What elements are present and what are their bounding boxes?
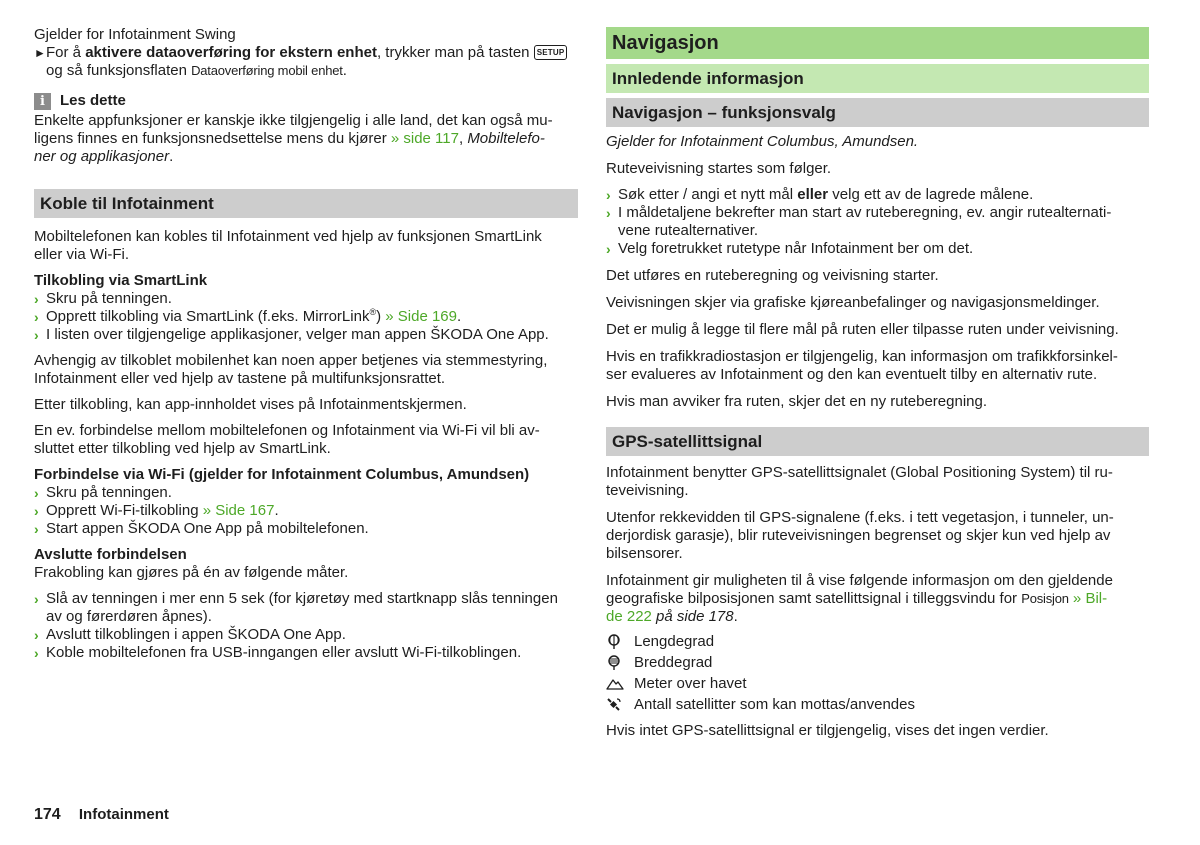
paragraph: Hvis man avviker fra ruten, skjer det en ny ruteberegning.: [606, 393, 988, 410]
paragraph: geografiske bilposisjonen samt satellittsignal i tilleggsvindu for Posisjon » Bil-: [606, 590, 1108, 607]
list-item: › Slå av tenningen i mer enn 5 sek (for kjøretøy med startknapp slås tenningen: [34, 590, 558, 607]
symbol-row: Antall satellitter som kan mottas/anvendes: [606, 696, 1149, 714]
paragraph: Det er mulig å legge til flere mål på ruten eller tilpasse ruten under veivisning.: [606, 321, 1119, 338]
paragraph: sluttet etter tilkobling ved hjelp av SmartLink.: [34, 440, 331, 457]
smartlink-heading: Tilkobling via SmartLink: [34, 272, 208, 289]
figure-link[interactable]: de 222: [606, 608, 652, 625]
paragraph: En ev. forbindelse mellom mobiltelefonen og Infotainment via Wi-Fi vil bli av-: [34, 422, 540, 439]
function-button-label: Posisjon: [1021, 591, 1069, 606]
symbol-row: Lengdegrad: [606, 633, 1149, 651]
list-item: › Skru på tenningen.: [34, 290, 172, 307]
chevron-icon: ›: [606, 205, 611, 221]
paragraph: ser evalueres av Infotainment og den kan eventuelt tilby en alternativ rute.: [606, 366, 1098, 383]
intro-line1: Mobiltelefonen kan kobles til Infotainment ved hjelp av funksjonen SmartLink: [34, 228, 542, 245]
applies-columbus: Gjelder for Infotainment Columbus, Amundsen.: [606, 133, 919, 150]
symbol-row: Breddegrad: [606, 654, 1149, 672]
paragraph: Infotainment gir muligheten til å vise følgende informasjon om den gjeldende: [606, 572, 1113, 589]
figure-link[interactable]: » Bil-: [1068, 590, 1108, 607]
page-link[interactable]: » Side 169: [385, 308, 457, 325]
note-text-line2: ligens finnes en funksjonsnedsettelse mens du kjører » side 117, Mobiltelefo-: [34, 130, 545, 147]
chevron-icon: ›: [34, 503, 39, 519]
longitude-icon: [606, 634, 634, 650]
paragraph: derjordisk garasje), blir ruteveivisningen begrenset og skjer kun ved hjelp av: [606, 527, 1111, 544]
step-arrow-icon: ►: [34, 46, 46, 60]
symbol-row: Meter over havet: [606, 675, 1149, 693]
wifi-heading: Forbindelse via Wi-Fi (gjelder for Infotainment Columbus, Amundsen): [34, 466, 530, 483]
applies-swing: Gjelder for Infotainment Swing: [34, 26, 236, 43]
chapter-header-navigasjon: Navigasjon: [606, 27, 1149, 59]
swing-step-line2: og så funksjonsflaten Dataoverføring mobil enhet.: [46, 62, 347, 79]
swing-step: ► For å aktivere dataoverføring for ekstern enhet, trykker man på tasten SETUP: [34, 44, 578, 62]
section-header-gps: GPS-satellittsignal: [606, 427, 1149, 456]
section-header-funksjonsvalg: Navigasjon – funksjonsvalg: [606, 98, 1149, 127]
chevron-icon: ›: [34, 309, 39, 325]
list-item: › Skru på tenningen.: [34, 484, 172, 501]
chevron-icon: ›: [34, 291, 39, 307]
left-column: [34, 26, 578, 662]
paragraph: Etter tilkobling, kan app-innholdet vises på Infotainmentskjermen.: [34, 396, 467, 413]
note-title: Les dette: [60, 92, 126, 109]
paragraph: bilsensorer.: [606, 545, 683, 562]
list-item: › Velg foretrukket rutetype når Infotainment ber om det.: [606, 240, 974, 257]
right-column: [606, 27, 1149, 740]
latitude-icon: [606, 655, 634, 671]
page-footer: [34, 806, 169, 824]
mountain-icon: [606, 677, 634, 691]
list-item: › Avslutt tilkoblingen i appen ŠKODA One App.: [34, 626, 346, 643]
chevron-icon: ›: [34, 591, 39, 607]
page-link[interactable]: » Side 167: [202, 502, 275, 519]
paragraph: Avhengig av tilkoblet mobilenhet kan noen apper betjenes via stemmestyring,: [34, 352, 548, 369]
list-item: › I måldetaljene bekrefter man start av ruteberegning, ev. angir rutealternati-: [606, 204, 1112, 221]
list-item: › Koble mobiltelefonen fra USB-inngangen eller avslutt Wi-Fi-tilkoblingen.: [34, 644, 522, 661]
note-text-line3: ner og applikasjoner.: [34, 148, 174, 165]
chevron-icon: ›: [34, 627, 39, 643]
paragraph: Infotainment eller ved hjelp av tastene på multifunksjonsrattet.: [34, 370, 446, 387]
paragraph: Infotainment benytter GPS-satellittsignalet (Global Positioning System) til ru-: [606, 464, 1113, 481]
info-icon: i: [34, 93, 51, 110]
page-link[interactable]: » side 117: [390, 130, 459, 147]
list-item-cont: av og førerdøren åpnes).: [46, 608, 212, 625]
chevron-icon: ›: [34, 327, 39, 343]
chapter-name: Infotainment: [78, 806, 169, 823]
section-header-innledende: Innledende informasjon: [606, 64, 1149, 93]
note-header: [34, 92, 578, 110]
list-item-cont: vene rutealternativer.: [618, 222, 759, 239]
list-item: › I listen over tilgjengelige applikasjoner, velger man appen ŠKODA One App.: [34, 326, 549, 343]
paragraph: Hvis en trafikkradiostasjon er tilgjengelig, kan informasjon om trafikkforsinkel-: [606, 348, 1118, 365]
page-number: 174: [34, 806, 61, 823]
paragraph: teveivisning.: [606, 482, 689, 499]
chevron-icon: ›: [34, 645, 39, 661]
note-text-line1: Enkelte appfunksjoner er kanskje ikke tilgjengelig i alle land, det kan også mu-: [34, 112, 553, 129]
paragraph: Utenfor rekkevidden til GPS-signalene (f.eks. i tett vegetasjon, i tunneler, un-: [606, 509, 1114, 526]
list-item: › Start appen ŠKODA One App på mobiltelefonen.: [34, 520, 369, 537]
setup-key-icon: SETUP: [534, 45, 568, 60]
list-item: › Opprett tilkobling via SmartLink (f.eks. MirrorLink®) » Side 169.: [34, 307, 462, 325]
satellite-icon: [606, 697, 634, 713]
end-intro: Frakobling kan gjøres på én av følgende måter.: [34, 564, 349, 581]
chevron-icon: ›: [34, 485, 39, 501]
paragraph: Det utføres en ruteberegning og veivisning starter.: [606, 267, 939, 284]
paragraph: Veivisningen skjer via grafiske kjøreanbefalinger og navigasjonsmeldinger.: [606, 294, 1100, 311]
list-item: › Søk etter / angi et nytt mål eller velg ett av de lagrede målene.: [606, 186, 1034, 203]
chevron-icon: ›: [606, 187, 611, 203]
chevron-icon: ›: [606, 241, 611, 257]
paragraph: de 222 på side 178.: [606, 608, 738, 625]
function-button-label: Dataoverføring mobil enhet: [191, 63, 343, 78]
chevron-icon: ›: [34, 521, 39, 537]
list-item: › Opprett Wi-Fi-tilkobling » Side 167.: [34, 502, 279, 519]
paragraph: Hvis intet GPS-satellittsignal er tilgjengelig, vises det ingen verdier.: [606, 722, 1049, 739]
intro-line2: eller via Wi-Fi.: [34, 246, 130, 263]
end-heading: Avslutte forbindelsen: [34, 546, 187, 563]
section-header-koble: Koble til Infotainment: [34, 189, 578, 218]
intro: Ruteveivisning startes som følger.: [606, 160, 832, 177]
